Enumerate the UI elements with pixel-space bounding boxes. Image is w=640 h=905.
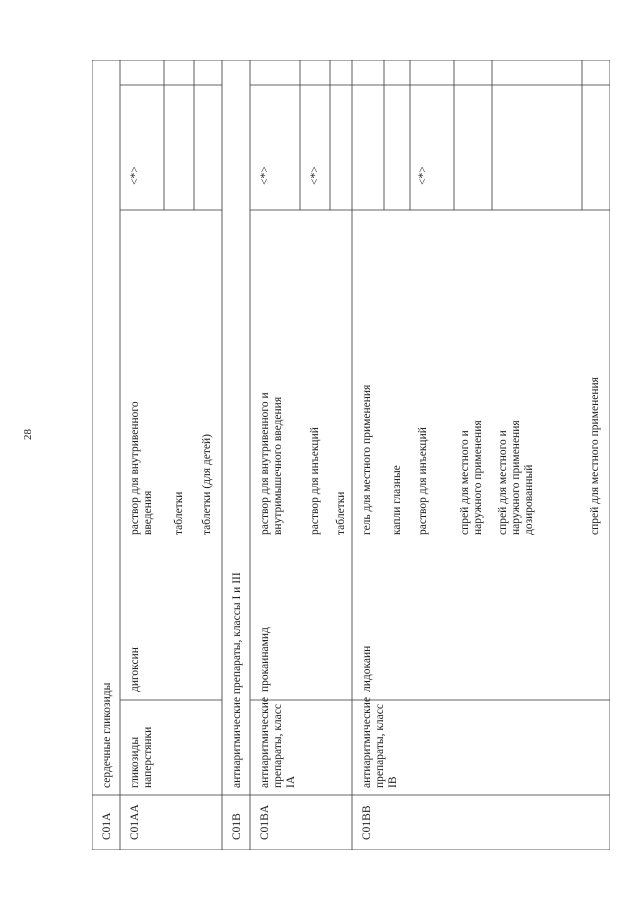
mark-asterisk: <*> (417, 166, 429, 185)
form: раствор для внутривенноговведения (129, 401, 154, 535)
mark-asterisk: <*> (129, 166, 141, 185)
form: капли глазные (391, 465, 403, 535)
drug-digoxin: дигоксин (129, 647, 141, 692)
form: раствор для внутривенного ивнутримышечного введения (259, 392, 284, 535)
form: спрей для местного инаружного применениядозированный (497, 420, 535, 535)
drug-table (92, 60, 610, 850)
mark-asterisk: <*> (309, 166, 321, 185)
code-c01aa: C01AA (129, 804, 141, 840)
form: спрей для местного применения (589, 377, 601, 535)
drug-lidocaine: лидокаин (361, 645, 373, 692)
drug-procainamide: прокаинамид (259, 627, 271, 692)
group-c01a: сердечные гликозиды (101, 682, 113, 788)
code-c01ba: C01BA (259, 804, 271, 840)
subgroup-c01ba: антиаритмические препараты, класс IA (259, 696, 297, 788)
form: таблетки (для детей) (201, 434, 213, 535)
subgroup-c01aa: гликозиды наперстянки (129, 726, 154, 788)
form: таблетки (173, 491, 185, 535)
code-c01bb: C01BB (361, 805, 373, 840)
group-c01b: антиаритмические препараты, классы I и III (231, 572, 243, 788)
form: гель для местного применения (361, 384, 373, 535)
form: таблетки (335, 491, 347, 535)
code-c01b: C01B (231, 813, 243, 840)
subgroup-c01bb: антиаритмические препараты, класс IB (361, 696, 399, 788)
form: раствор для инъекций (309, 427, 321, 535)
form: спрей для местного инаружного применения (459, 420, 484, 535)
code-c01a: C01A (101, 812, 113, 840)
page-number: 28 (22, 429, 34, 440)
mark-asterisk: <*> (259, 166, 271, 185)
form: раствор для инъекций (417, 427, 429, 535)
